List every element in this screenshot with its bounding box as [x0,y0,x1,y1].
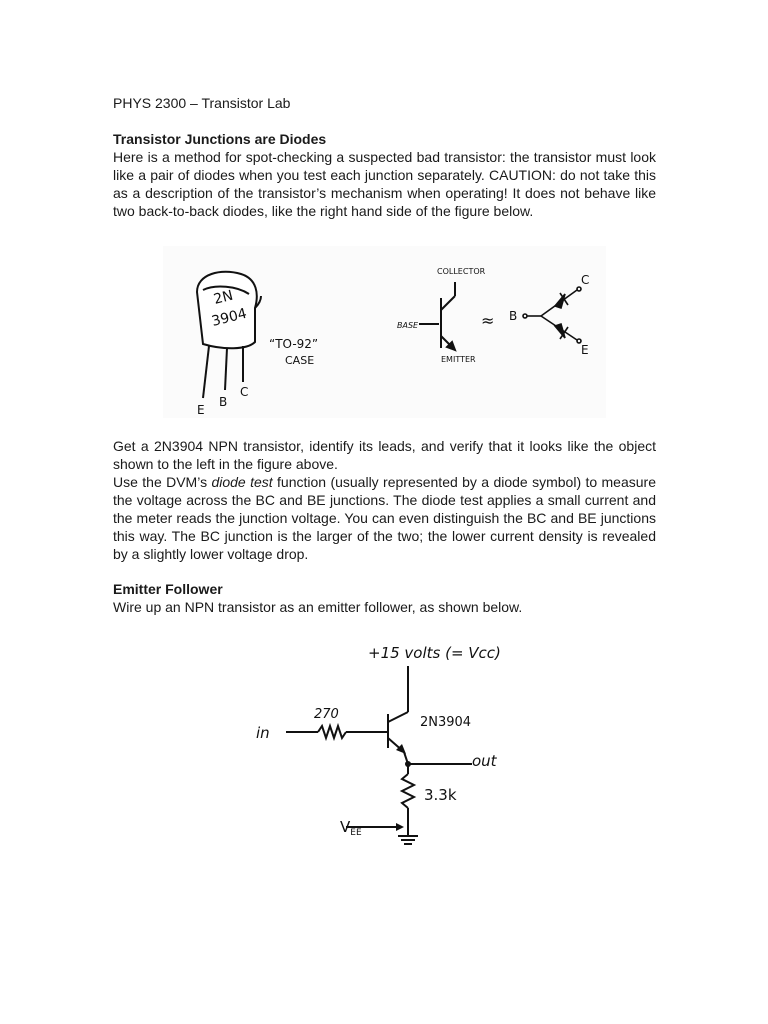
input-label: in [256,724,270,742]
figure-emitter-follower [240,634,540,856]
collector-label: COLLECTOR [437,267,486,276]
part-number-line2: 3904 [210,305,249,330]
part-number-line1: 2N [212,287,235,308]
section-junctions-body [113,437,656,563]
diode-collector-label: C [581,273,590,287]
output-label: out [472,752,497,770]
document-body [113,94,656,220]
vee-arrow [396,823,404,831]
paragraph-intro: Here is a method for spot-checking a suspected bad transistor: the transistor must look like a pair of diodes when you test each junction separately. CAUTION: do not take this as a description of the transistor’s mechanism when operating! It does not behave like two back-to-back diodes, like the right hand side of the figure below. [113,149,656,219]
paragraph-diode-test [113,473,656,563]
approx-symbol: ≈ [481,311,495,330]
lead-label-b: B [219,395,228,409]
diode-emitter-label: E [581,343,589,357]
output-node [405,761,411,767]
figure-transistor-junctions [163,246,606,418]
diode-test-term: diode test [211,474,273,490]
supply-label: +15 volts (= Vcc) [368,644,501,662]
section-heading-emitter-follower: Emitter Follower [113,581,223,597]
diode-base-label: B [509,309,518,323]
para3-text-after: function (usually represented by a diode symbol) to measure the voltage across the BC and BE junctions. The diode test applies a small current and the meter reads the junction voltage. You can even distinguish the BC and BE junctions this way. The BC junction is the larger of the two; the lower current density is revealed by a slightly lower voltage drop. [113,474,656,562]
para3-text-before: Use the DVM’s [113,474,212,490]
base-label: BASE [397,321,419,330]
vee-label-main: V [340,818,351,836]
case-label-line2: CASE [285,354,315,367]
lead-label-c: C [240,385,249,399]
emitter-resistor-label: 3.3k [424,786,457,804]
schematic-wires [286,666,472,844]
paragraph-identify-leads: Get a 2N3904 NPN transistor, identify its leads, and verify that it looks like the object shown to the left in the figure above. [113,438,656,472]
lead-label-e: E [197,403,205,417]
base-resistor-label: 270 [314,707,339,722]
section-heading-junctions: Transistor Junctions are Diodes [113,131,327,147]
emitter-label: EMITTER [441,355,476,364]
transistor-label: 2N3904 [420,715,472,730]
paragraph-emitter-follower: Wire up an NPN transistor as an emitter follower, as shown below. [113,599,523,615]
vee-label [340,818,362,838]
case-label-line1: “TO-92” [269,337,319,351]
vee-label-sub: EE [350,828,362,838]
section-emitter-follower [113,580,656,616]
page-title: PHYS 2300 – Transistor Lab [113,95,291,111]
